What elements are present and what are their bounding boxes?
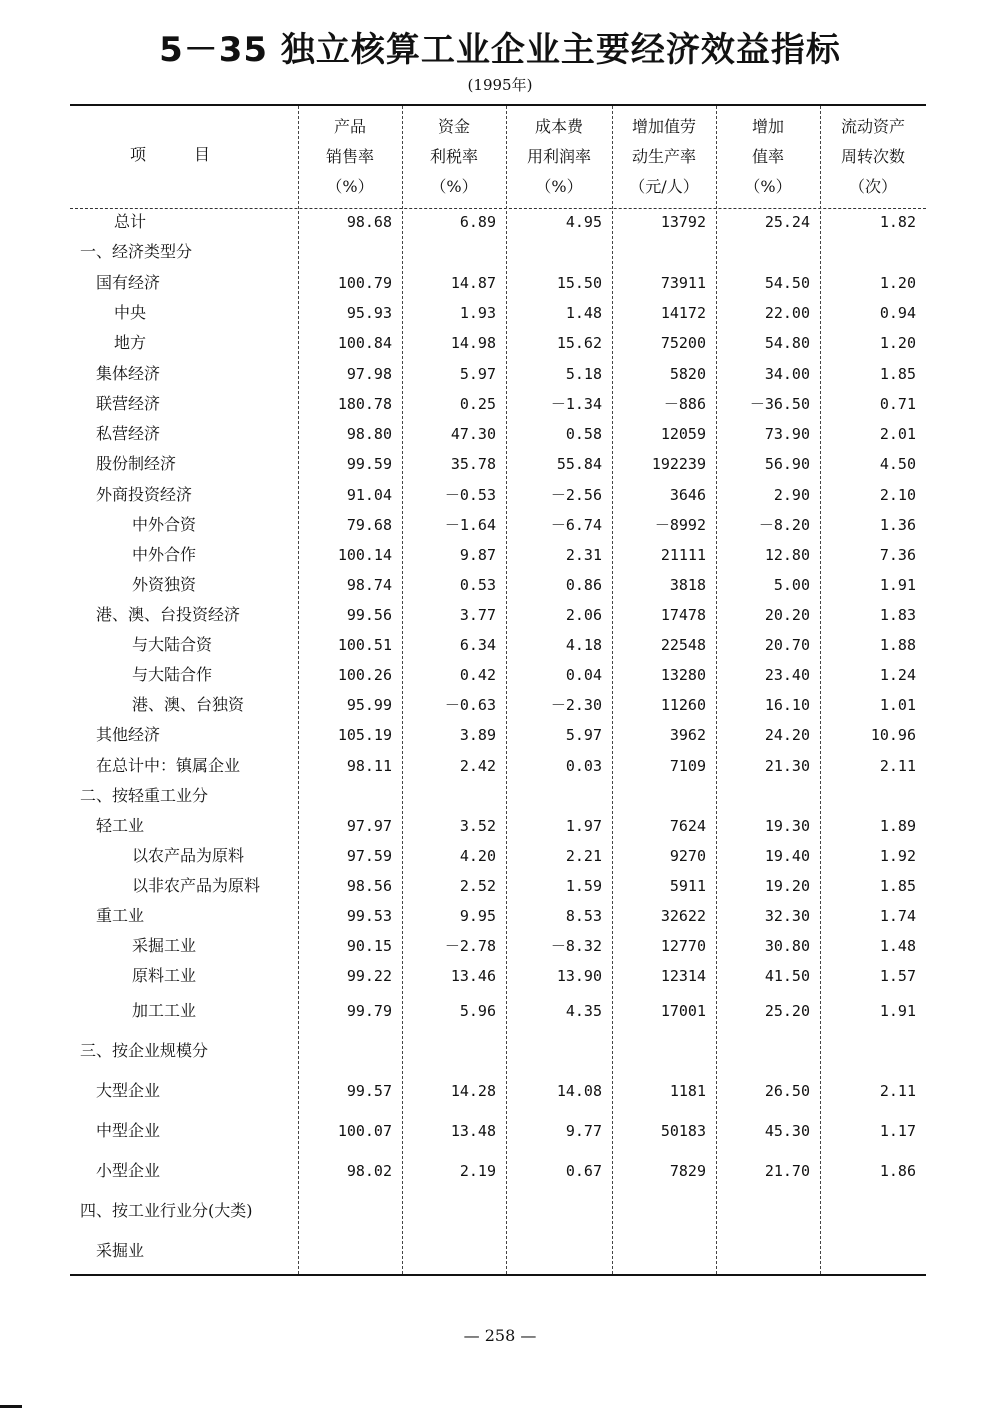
table-cell: 1.57 [879, 967, 916, 985]
table-cell: 0.42 [459, 666, 496, 684]
column-header [716, 112, 820, 202]
table-cell: 25.24 [764, 213, 810, 231]
table-cell: 25.20 [764, 1002, 810, 1020]
table-cell: 99.22 [346, 967, 392, 985]
table-cell: 5.18 [565, 365, 602, 383]
table-row [70, 570, 926, 600]
table-row [70, 1236, 926, 1266]
column-header-line: 动生产率 [631, 147, 696, 166]
table-cell: 1.83 [879, 606, 916, 624]
table-cell: 13.48 [450, 1122, 496, 1140]
table-cell: 5.97 [565, 726, 602, 744]
table-cell: 22.00 [764, 304, 810, 322]
table-row [70, 630, 926, 660]
row-label: 与大陆合作 [132, 665, 213, 684]
column-header-line: （%） [535, 177, 583, 196]
row-label: 三、按企业规模分 [80, 1041, 209, 1060]
table-cell: 1.88 [879, 636, 916, 654]
row-label: 以非农产品为原料 [132, 876, 261, 895]
table-cell: 1.91 [879, 1002, 916, 1020]
column-header-line: 产品 [333, 117, 366, 136]
table-cell: 0.03 [565, 757, 602, 775]
table-cell: 1.85 [879, 877, 916, 895]
table-cell: 0.94 [879, 304, 916, 322]
table-cell: 2.31 [565, 546, 602, 564]
table-cell: 2.90 [773, 486, 810, 504]
table-cell: 4.20 [459, 847, 496, 865]
top-rule [70, 104, 926, 106]
table-cell: 100.84 [337, 334, 392, 352]
table-cell: 41.50 [764, 967, 810, 985]
table-cell: 16.10 [764, 696, 810, 714]
column-header-line: （%） [744, 177, 792, 196]
row-label: 一、经济类型分 [80, 242, 193, 261]
table-cell: 1.17 [879, 1122, 916, 1140]
row-label: 集体经济 [96, 364, 161, 383]
column-header-line: 增加值劳 [631, 117, 696, 136]
column-header-line: 周转次数 [840, 147, 905, 166]
table-cell: 98.56 [346, 877, 392, 895]
table-cell: 4.35 [565, 1002, 602, 1020]
table-row [70, 811, 926, 841]
table-cell: 13.90 [556, 967, 602, 985]
table-cell: 100.79 [337, 274, 392, 292]
table-cell: 7109 [669, 757, 706, 775]
row-label: 轻工业 [96, 816, 145, 835]
table-cell: 35.78 [450, 455, 496, 473]
table-cell: －0.63 [444, 696, 496, 714]
table-cell: 98.74 [346, 576, 392, 594]
column-header-line: 利税率 [429, 147, 478, 166]
table-cell: 11260 [660, 696, 706, 714]
table-cell: 2.19 [459, 1162, 496, 1180]
row-label: 外商投资经济 [96, 485, 193, 504]
table-cell: 13.46 [450, 967, 496, 985]
table-cell: 3962 [669, 726, 706, 744]
table-cell: 12314 [660, 967, 706, 985]
row-label: 联营经济 [96, 394, 161, 413]
table-cell: 54.50 [764, 274, 810, 292]
row-label: 中央 [114, 303, 147, 322]
table-row [70, 298, 926, 328]
table-cell: 1.20 [879, 274, 916, 292]
column-header-line: 用利润率 [526, 147, 591, 166]
table-row [70, 931, 926, 961]
table-cell: 1.91 [879, 576, 916, 594]
table-cell: 99.57 [346, 1082, 392, 1100]
table-cell: 98.68 [346, 213, 392, 231]
table-cell: 3.89 [459, 726, 496, 744]
table-cell: 1.20 [879, 334, 916, 352]
table-cell: 1.24 [879, 666, 916, 684]
table-cell: 1.86 [879, 1162, 916, 1180]
row-label: 外资独资 [132, 575, 197, 594]
table-cell: 2.52 [459, 877, 496, 895]
row-label: 股份制经济 [96, 454, 177, 473]
table-cell: 47.30 [450, 425, 496, 443]
table-cell: 1.01 [879, 696, 916, 714]
table-cell: 100.14 [337, 546, 392, 564]
table-cell: 1.92 [879, 847, 916, 865]
table-cell: 6.89 [459, 213, 496, 231]
table-cell: 17478 [660, 606, 706, 624]
row-label: 港、澳、台投资经济 [96, 605, 241, 624]
table-cell: 19.40 [764, 847, 810, 865]
table-cell: 5820 [669, 365, 706, 383]
table-row [70, 328, 926, 358]
row-label: 加工工业 [132, 1001, 197, 1020]
table-cell: －2.56 [550, 486, 602, 504]
row-label: 以农产品为原料 [132, 846, 245, 865]
column-header-line: 成本费 [534, 117, 583, 136]
table-title: 5－35 独立核算工业企业主要经济效益指标 [159, 30, 841, 70]
row-label: 国有经济 [96, 273, 161, 292]
table-cell: 13280 [660, 666, 706, 684]
table-cell: 100.51 [337, 636, 392, 654]
table-cell: 12059 [660, 425, 706, 443]
table-row [70, 1196, 926, 1226]
table-row [70, 419, 926, 449]
table-cell: 2.42 [459, 757, 496, 775]
table-row [70, 389, 926, 419]
table-cell: 7.36 [879, 546, 916, 564]
table-row [70, 961, 926, 991]
table-cell: 2.06 [565, 606, 602, 624]
table-cell: －8.32 [550, 937, 602, 955]
column-header-line: 资金 [437, 117, 470, 136]
row-label: 港、澳、台独资 [132, 695, 245, 714]
column-header [402, 112, 506, 202]
table-cell: －8992 [654, 516, 706, 534]
table-cell: 14.87 [450, 274, 496, 292]
row-label: 重工业 [96, 906, 145, 925]
table-cell: 15.50 [556, 274, 602, 292]
table-row [70, 751, 926, 781]
table-cell: 180.78 [337, 395, 392, 413]
table-cell: 1.82 [879, 213, 916, 231]
table-cell: 0.71 [879, 395, 916, 413]
column-header [506, 112, 612, 202]
row-label: 四、按工业行业分(大类) [80, 1201, 253, 1220]
table-cell: 17001 [660, 1002, 706, 1020]
table-cell: 90.15 [346, 937, 392, 955]
table-row [70, 510, 926, 540]
table-cell: 5.00 [773, 576, 810, 594]
table-cell: 55.84 [556, 455, 602, 473]
table-cell: 3646 [669, 486, 706, 504]
row-label: 原料工业 [132, 966, 197, 985]
table-cell: 1.89 [879, 817, 916, 835]
table-cell: －886 [663, 395, 706, 413]
table-cell: 0.53 [459, 576, 496, 594]
table-cell: 4.95 [565, 213, 602, 231]
table-cell: 3.77 [459, 606, 496, 624]
table-row [70, 690, 926, 720]
table-cell: 22548 [660, 636, 706, 654]
table-cell: 20.20 [764, 606, 810, 624]
row-label: 中型企业 [96, 1121, 161, 1140]
column-header [298, 112, 402, 202]
bottom-rule [70, 1274, 926, 1276]
table-row [70, 996, 926, 1026]
row-label: 采掘工业 [132, 936, 197, 955]
row-label: 二、按轻重工业分 [80, 786, 209, 805]
table-cell: 5911 [669, 877, 706, 895]
table-cell: 21111 [660, 546, 706, 564]
table-cell: 21.30 [764, 757, 810, 775]
table-row [70, 660, 926, 690]
table-row [70, 1036, 926, 1066]
table-cell: 19.30 [764, 817, 810, 835]
column-header-line: （元/人） [629, 177, 699, 196]
table-cell: 23.40 [764, 666, 810, 684]
table-cell: 1.36 [879, 516, 916, 534]
table-cell: 97.97 [346, 817, 392, 835]
table-cell: 4.50 [879, 455, 916, 473]
table-cell: 12.80 [764, 546, 810, 564]
table-cell: 14.98 [450, 334, 496, 352]
table-row [70, 237, 926, 267]
table-cell: －6.74 [550, 516, 602, 534]
table-row [70, 1076, 926, 1106]
table-row [70, 901, 926, 931]
column-header-line: （%） [326, 177, 374, 196]
row-label: 地方 [114, 333, 147, 352]
table-cell: 100.26 [337, 666, 392, 684]
table-cell: 12770 [660, 937, 706, 955]
table-row [70, 359, 926, 389]
table-cell: 1.97 [565, 817, 602, 835]
table-row [70, 781, 926, 811]
table-cell: 1.93 [459, 304, 496, 322]
table-cell: 99.79 [346, 1002, 392, 1020]
table-cell: －1.64 [444, 516, 496, 534]
table-cell: 98.80 [346, 425, 392, 443]
table-row [70, 720, 926, 750]
table-cell: 97.59 [346, 847, 392, 865]
table-cell: 13792 [660, 213, 706, 231]
table-row [70, 841, 926, 871]
table-cell: 9.77 [565, 1122, 602, 1140]
table-cell: 105.19 [337, 726, 392, 744]
table-cell: 0.58 [565, 425, 602, 443]
table-cell: 3818 [669, 576, 706, 594]
table-cell: 1.74 [879, 907, 916, 925]
table-cell: 9.87 [459, 546, 496, 564]
header-item: 项 目 [130, 145, 211, 164]
table-cell: 26.50 [764, 1082, 810, 1100]
table-cell: －2.30 [550, 696, 602, 714]
row-label: 大型企业 [96, 1081, 161, 1100]
column-header [612, 112, 716, 202]
table-cell: 75200 [660, 334, 706, 352]
table-cell: 1181 [669, 1082, 706, 1100]
table-cell: 19.20 [764, 877, 810, 895]
row-label: 与大陆合资 [132, 635, 213, 654]
table-cell: 5.97 [459, 365, 496, 383]
table-cell: 3.52 [459, 817, 496, 835]
table-cell: 73911 [660, 274, 706, 292]
table-cell: 0.86 [565, 576, 602, 594]
table-cell: 1.85 [879, 365, 916, 383]
table-cell: 95.99 [346, 696, 392, 714]
table-cell: 0.04 [565, 666, 602, 684]
row-label: 中外合资 [132, 515, 197, 534]
table-cell: 79.68 [346, 516, 392, 534]
table-cell: 15.62 [556, 334, 602, 352]
table-cell: 99.53 [346, 907, 392, 925]
table-cell: －0.53 [444, 486, 496, 504]
table-cell: 2.11 [879, 1082, 916, 1100]
table-cell: 2.11 [879, 757, 916, 775]
table-row [70, 207, 926, 237]
table-row [70, 480, 926, 510]
table-cell: 45.30 [764, 1122, 810, 1140]
table-cell: 14.28 [450, 1082, 496, 1100]
table-cell: 6.34 [459, 636, 496, 654]
table-cell: 2.21 [565, 847, 602, 865]
table-cell: 34.00 [764, 365, 810, 383]
table-cell: 1.48 [879, 937, 916, 955]
table-row [70, 871, 926, 901]
table-row [70, 540, 926, 570]
table-cell: 8.53 [565, 907, 602, 925]
table-cell: 56.90 [764, 455, 810, 473]
table-cell: 50183 [660, 1122, 706, 1140]
table-cell: 99.59 [346, 455, 392, 473]
row-label: 中外合作 [132, 545, 197, 564]
table-cell: 192239 [651, 455, 706, 473]
table-cell: 1.59 [565, 877, 602, 895]
table-cell: 7624 [669, 817, 706, 835]
row-label: 私营经济 [96, 424, 161, 443]
table-row [70, 1156, 926, 1186]
table-cell: 4.18 [565, 636, 602, 654]
table-cell: 97.98 [346, 365, 392, 383]
table-cell: 24.20 [764, 726, 810, 744]
table-cell: 54.80 [764, 334, 810, 352]
table-cell: 32622 [660, 907, 706, 925]
table-cell: 100.07 [337, 1122, 392, 1140]
table-cell: 2.01 [879, 425, 916, 443]
column-header-line: （次） [848, 177, 897, 196]
table-cell: 20.70 [764, 636, 810, 654]
table-cell: 10.96 [870, 726, 916, 744]
table-cell: －2.78 [444, 937, 496, 955]
column-header-line: 流动资产 [840, 117, 905, 136]
table-cell: 7829 [669, 1162, 706, 1180]
row-label: 采掘业 [96, 1241, 145, 1260]
table-cell: 73.90 [764, 425, 810, 443]
table-cell: 14172 [660, 304, 706, 322]
column-header-line: 值率 [751, 147, 784, 166]
column-header-line: 增加 [751, 117, 784, 136]
table-subtitle: (1995年) [467, 76, 533, 94]
column-header-line: 销售率 [325, 147, 374, 166]
table-cell: 32.30 [764, 907, 810, 925]
column-header [820, 112, 926, 202]
table-cell: 95.93 [346, 304, 392, 322]
row-label: 其他经济 [96, 725, 161, 744]
page-number: — 258 — [463, 1326, 537, 1345]
table-cell: 98.11 [346, 757, 392, 775]
table-row [70, 1116, 926, 1146]
table-cell: 0.67 [565, 1162, 602, 1180]
table-cell: 21.70 [764, 1162, 810, 1180]
row-label: 总计 [114, 212, 147, 231]
table-row [70, 449, 926, 479]
table-row [70, 600, 926, 630]
table-cell: －1.34 [550, 395, 602, 413]
table-cell: 91.04 [346, 486, 392, 504]
table-cell: 0.25 [459, 395, 496, 413]
table-row [70, 268, 926, 298]
table-cell: －8.20 [758, 516, 810, 534]
column-header-line: （%） [430, 177, 478, 196]
table-cell: 30.80 [764, 937, 810, 955]
table-cell: 5.96 [459, 1002, 496, 1020]
table-cell: 9.95 [459, 907, 496, 925]
table-cell: 99.56 [346, 606, 392, 624]
table-cell: 9270 [669, 847, 706, 865]
row-label: 在总计中：镇属企业 [96, 756, 241, 775]
scan-mark [0, 1405, 22, 1408]
table-cell: 1.48 [565, 304, 602, 322]
table-cell: 14.08 [556, 1082, 602, 1100]
table-cell: 98.02 [346, 1162, 392, 1180]
row-label: 小型企业 [96, 1161, 161, 1180]
table-cell: －36.50 [749, 395, 810, 413]
table-cell: 2.10 [879, 486, 916, 504]
